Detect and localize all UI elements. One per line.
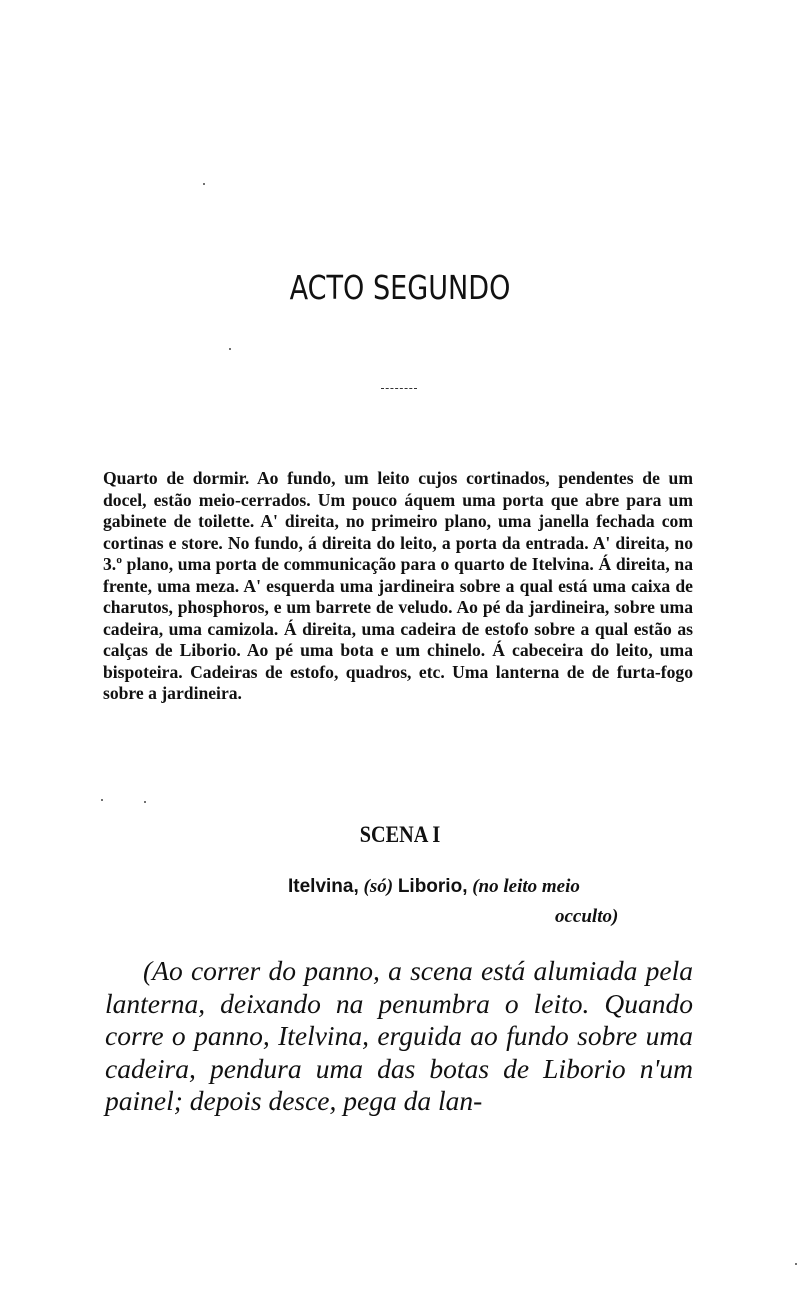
cast-note-liborio: (no leito meio <box>472 876 580 897</box>
cast-name-liborio: Liborio, <box>397 876 468 897</box>
scan-speck <box>229 348 231 350</box>
stage-directions: Quarto de dormir. Ao fundo, um leito cujos cortinados, pendentes de um docel, estão meio-cerrados. Um pouco áquem uma porta que abre para um gabinete de toilette. A' direita, no primeiro plano, uma janella fechada com cortinas e store. No fundo, á direita do leito, a porta da entrada. A' direita, no 3.º plano, uma porta de communicação para o quarto de Itelvina. Á direita, na frente, uma meza. A' esquerda uma jardineira sobre a qual está uma caixa de charutos, phosphoros, e um barrete de veludo. Ao pé da jardineira, sobre uma cadeira, uma camizola. Á direita, uma cadeira de estofo sobre a qual estão as calças de Liborio. Ao pé uma bota e um chinelo. Á cabeceira do leito, uma bispoteira. Cadeiras de estofo, quadros, etc. Uma lanterna de de furta-fogo sobre a jardineira. <box>103 468 693 703</box>
title-divider <box>381 388 417 389</box>
cast-name-itelvina: Itelvina, <box>288 876 359 897</box>
act-title: ACTO SEGUNDO <box>289 268 511 307</box>
cast-note-liborio-cont: occulto) <box>555 906 619 927</box>
scan-speck <box>203 183 205 185</box>
scan-speck <box>144 801 146 803</box>
scene-intro <box>105 955 693 1118</box>
cast-note-itelvina: (só) <box>363 876 394 897</box>
scene-intro-text: (Ao correr do panno, a scena está alumiada pela lanterna, deixando na penumbra o leito. Quando corre o panno, Itelvina, erguida ao fundo sobre uma cadeira, pendura uma das botas de Liborio n'um painel; depois desce, pega da lan- <box>105 955 693 1116</box>
scene-title: SCENA I <box>359 822 441 847</box>
scene-cast <box>288 872 698 932</box>
scan-speck <box>795 1263 797 1265</box>
scan-speck <box>101 799 103 801</box>
